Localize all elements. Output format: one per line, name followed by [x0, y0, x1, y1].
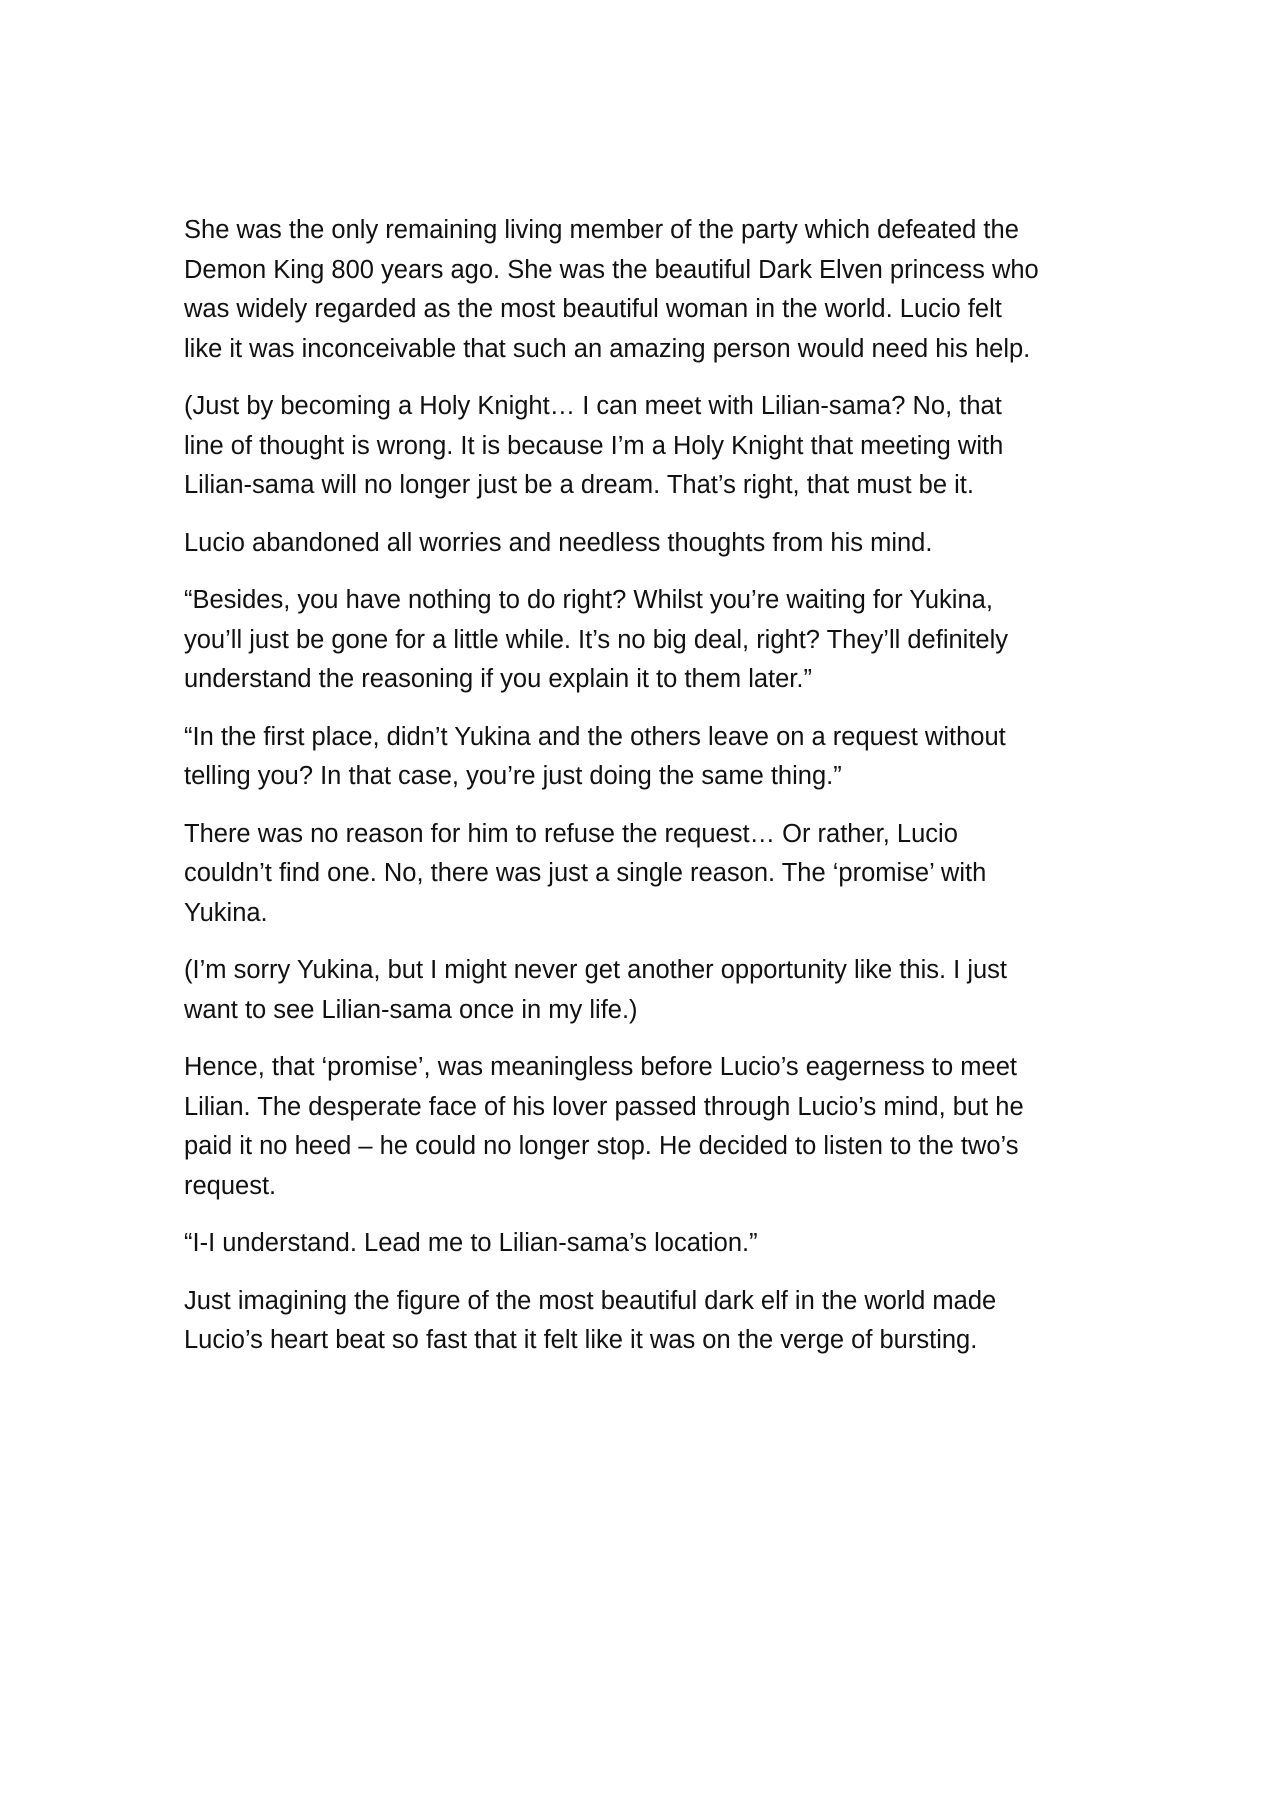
- text-line: Lucio’s heart beat so fast that it felt like it was on the verge of bursting.: [184, 1326, 978, 1354]
- paragraph: [184, 387, 1114, 506]
- text-line: (I’m sorry Yukina, but I might never get another opportunity like this. I just: [184, 956, 1008, 984]
- text-line: “Besides, you have nothing to do right? Whilst you’re waiting for Yukina,: [184, 586, 993, 614]
- paragraph: [184, 1282, 1114, 1361]
- text-line: She was the only remaining living member of the party which defeated the: [184, 216, 1019, 244]
- text-line: was widely regarded as the most beautiful woman in the world. Lucio felt: [184, 295, 1002, 323]
- text-line: request.: [184, 1171, 277, 1200]
- text-line: you’ll just be gone for a little while. It’s no big deal, right? They’ll definitely: [184, 625, 1009, 654]
- paragraph: [184, 524, 1114, 564]
- text-line: Lilian. The desperate face of his lover passed through Lucio’s mind, but he: [184, 1092, 1024, 1121]
- paragraph: [184, 581, 1114, 700]
- text-line: Lilian-sama will no longer just be a dream. That’s right, that must be it.: [184, 471, 974, 499]
- text-line: Yukina.: [184, 898, 268, 927]
- text-line: telling you? In that case, you’re just doing the same thing.”: [184, 762, 842, 790]
- text-line: Hence, that ‘promise’, was meaningless before Lucio’s eagerness to meet: [184, 1053, 1017, 1081]
- text-line: Just imagining the figure of the most beautiful dark elf in the world made: [184, 1286, 997, 1315]
- text-line: “I-I understand. Lead me to Lilian-sama’s location.”: [184, 1229, 758, 1257]
- text-line: There was no reason for him to refuse the request… Or rather, Lucio: [184, 819, 958, 848]
- text-line: understand the reasoning if you explain it to them later.”: [184, 665, 812, 693]
- paragraph: [184, 951, 1114, 1030]
- body-text: [184, 211, 1114, 1379]
- text-line: (Just by becoming a Holy Knight… I can meet with Lilian-sama? No, that: [184, 392, 1002, 420]
- text-line: couldn’t find one. No, there was just a single reason. The ‘promise’ with: [184, 859, 987, 887]
- paragraph: [184, 211, 1114, 369]
- paragraph: [184, 1224, 1114, 1264]
- text-line: Demon King 800 years ago. She was the beautiful Dark Elven princess who: [184, 255, 1039, 284]
- paragraph: [184, 815, 1114, 934]
- paragraph: [184, 718, 1114, 797]
- text-line: want to see Lilian-sama once in my life.): [184, 995, 638, 1024]
- text-line: line of thought is wrong. It is because I’m a Holy Knight that meeting with: [184, 431, 1004, 460]
- paragraph: [184, 1048, 1114, 1206]
- text-line: paid it no heed – he could no longer stop. He decided to listen to the two’s: [184, 1132, 1019, 1160]
- text-line: Lucio abandoned all worries and needless thoughts from his mind.: [184, 528, 933, 557]
- text-line: like it was inconceivable that such an amazing person would need his help.: [184, 334, 1031, 363]
- text-line: “In the first place, didn’t Yukina and the others leave on a request without: [184, 722, 1006, 751]
